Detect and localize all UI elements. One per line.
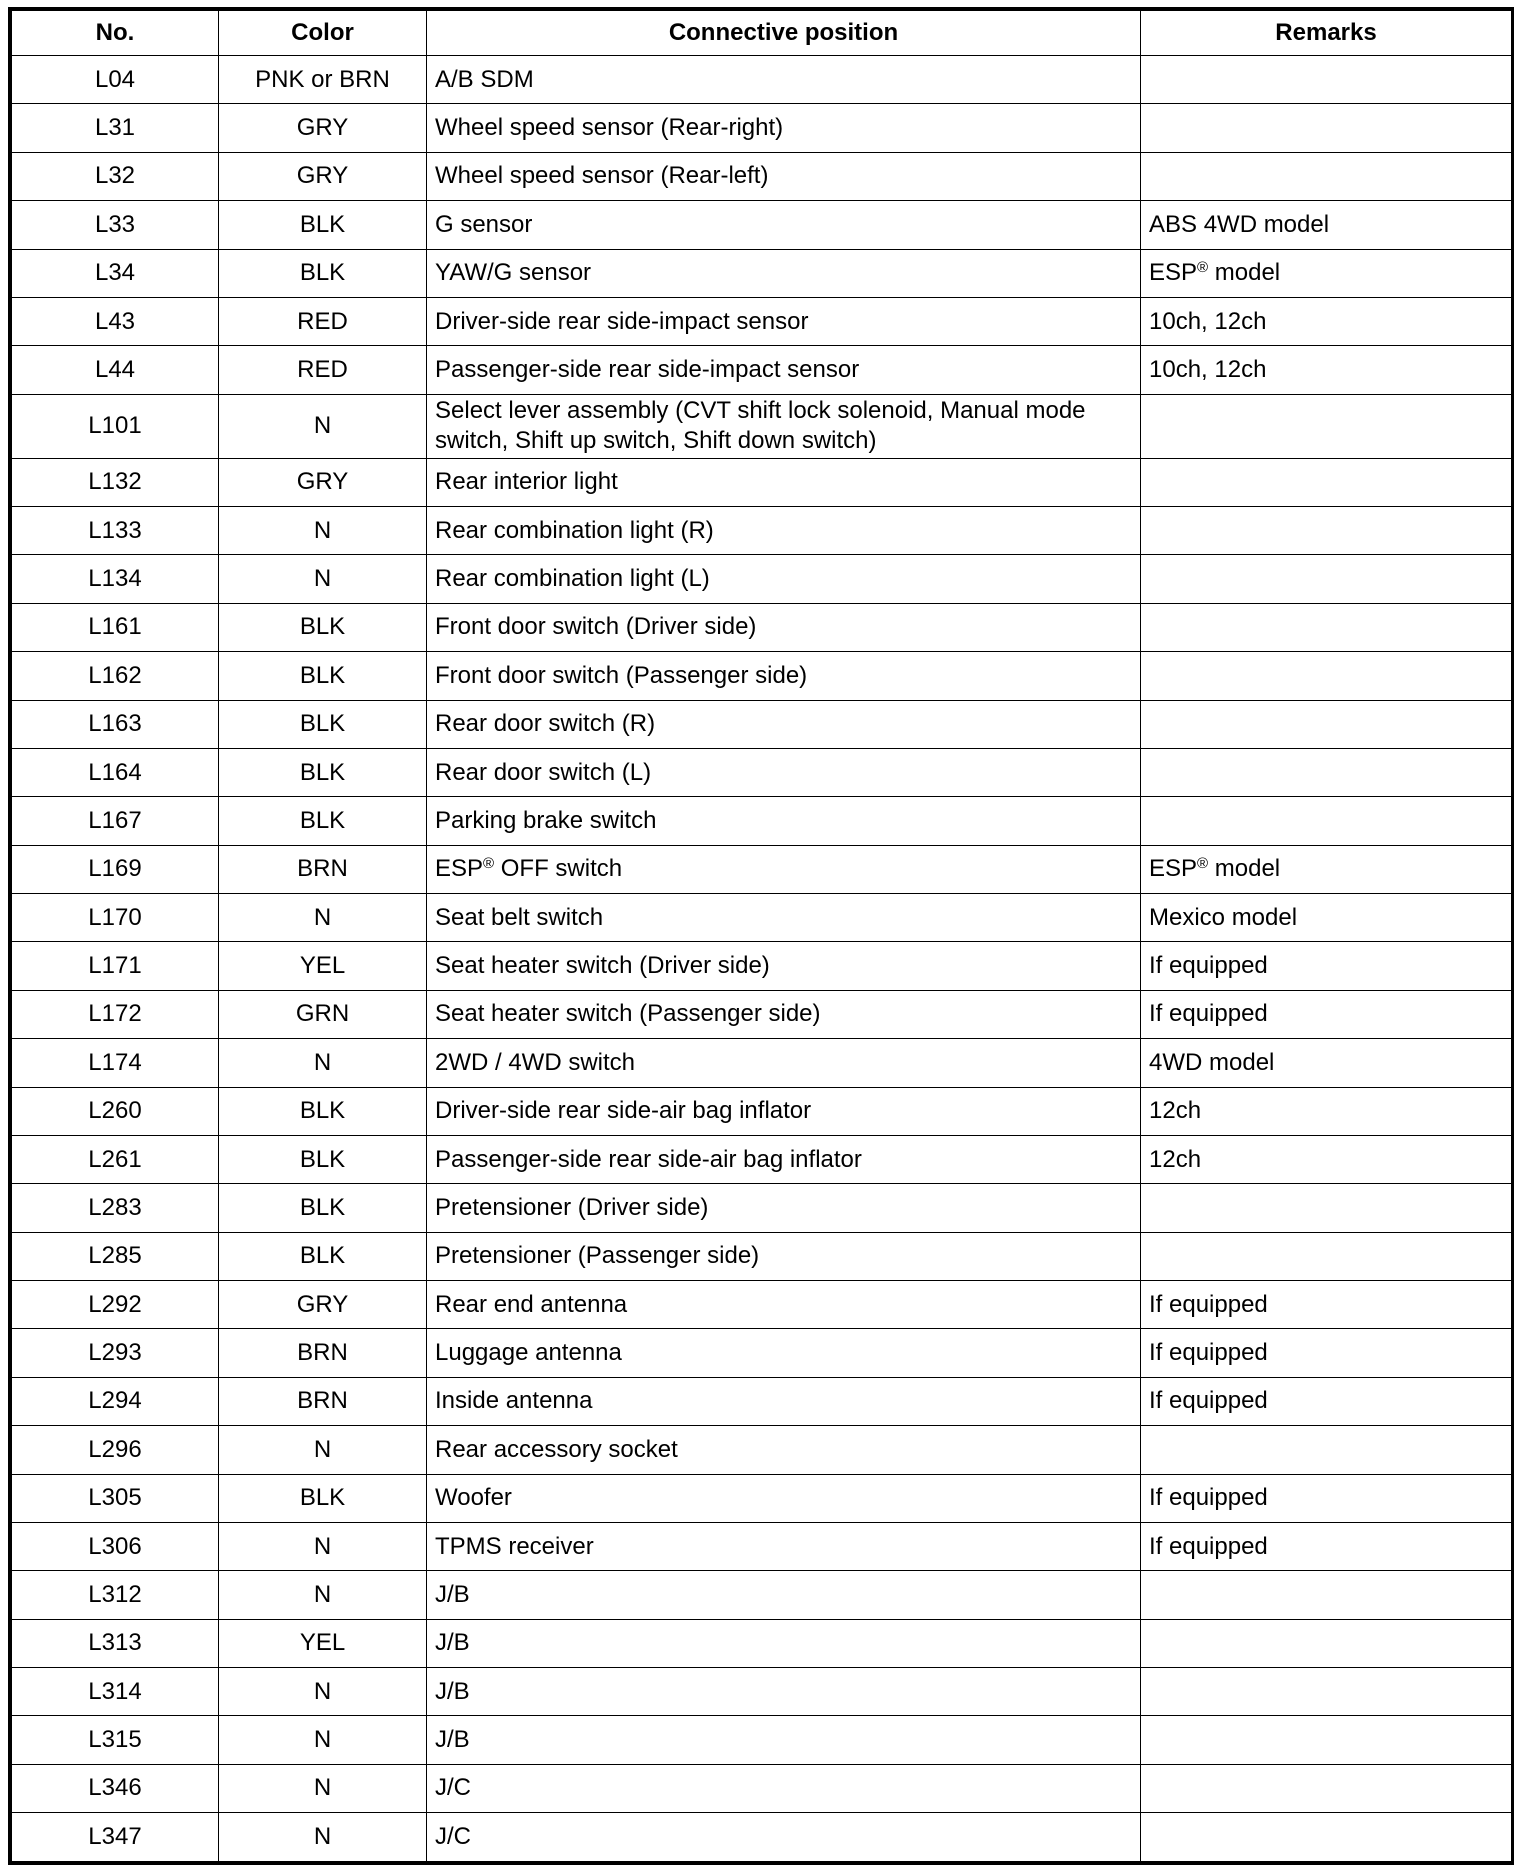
cell-no: L314: [12, 1668, 219, 1716]
cell-no: L296: [12, 1426, 219, 1474]
cell-color: GRN: [219, 990, 427, 1038]
cell-color: N: [219, 1668, 427, 1716]
cell-color: N: [219, 1522, 427, 1570]
cell-connective-position: A/B SDM: [427, 56, 1141, 104]
cell-connective-position: J/B: [427, 1668, 1141, 1716]
cell-connective-position: Seat belt switch: [427, 894, 1141, 942]
cell-no: L306: [12, 1522, 219, 1570]
cell-no: L305: [12, 1474, 219, 1522]
cell-remarks: [1141, 1619, 1512, 1667]
cell-remarks: 4WD model: [1141, 1039, 1512, 1087]
cell-remarks: [1141, 652, 1512, 700]
cell-connective-position: Passenger-side rear side-impact sensor: [427, 346, 1141, 394]
cell-no: L347: [12, 1813, 219, 1862]
cell-remarks: [1141, 1232, 1512, 1280]
table-row: [12, 297, 1512, 345]
table-row: [12, 1329, 1512, 1377]
table-row: [12, 555, 1512, 603]
cell-remarks: [1141, 152, 1512, 200]
cell-no: L134: [12, 555, 219, 603]
cell-no: L167: [12, 797, 219, 845]
cell-connective-position: Luggage antenna: [427, 1329, 1141, 1377]
cell-no: L312: [12, 1571, 219, 1619]
table-row: [12, 346, 1512, 394]
header-color: Color: [219, 11, 427, 56]
cell-connective-position: 2WD / 4WD switch: [427, 1039, 1141, 1087]
cell-color: BLK: [219, 201, 427, 249]
cell-connective-position: Passenger-side rear side-air bag inflator: [427, 1135, 1141, 1183]
cell-remarks: If equipped: [1141, 1377, 1512, 1425]
cell-connective-position: G sensor: [427, 201, 1141, 249]
cell-color: BLK: [219, 700, 427, 748]
cell-no: L285: [12, 1232, 219, 1280]
connector-table-frame: [8, 7, 1514, 1865]
cell-no: L163: [12, 700, 219, 748]
table-header-row: [12, 11, 1512, 56]
cell-color: N: [219, 894, 427, 942]
cell-connective-position: Wheel speed sensor (Rear-left): [427, 152, 1141, 200]
table-row: [12, 1716, 1512, 1764]
table-row: [12, 894, 1512, 942]
header-connective-position: Connective position: [427, 11, 1141, 56]
cell-color: N: [219, 1764, 427, 1812]
table-row: [12, 1135, 1512, 1183]
table-row: [12, 652, 1512, 700]
cell-remarks: If equipped: [1141, 1522, 1512, 1570]
cell-remarks: If equipped: [1141, 942, 1512, 990]
cell-no: L293: [12, 1329, 219, 1377]
cell-remarks: [1141, 1764, 1512, 1812]
table-row: [12, 845, 1512, 893]
cell-color: GRY: [219, 1281, 427, 1329]
table-row: [12, 1426, 1512, 1474]
cell-connective-position: Wheel speed sensor (Rear-right): [427, 104, 1141, 152]
cell-remarks: [1141, 555, 1512, 603]
cell-color: N: [219, 1426, 427, 1474]
cell-color: BLK: [219, 249, 427, 297]
cell-remarks: If equipped: [1141, 990, 1512, 1038]
cell-connective-position: J/C: [427, 1764, 1141, 1812]
cell-no: L161: [12, 603, 219, 651]
cell-remarks: [1141, 394, 1512, 458]
table-row: [12, 1087, 1512, 1135]
cell-remarks: [1141, 1668, 1512, 1716]
cell-remarks: [1141, 797, 1512, 845]
table-body: [12, 56, 1512, 1862]
table-row: [12, 507, 1512, 555]
cell-no: L315: [12, 1716, 219, 1764]
cell-connective-position: Woofer: [427, 1474, 1141, 1522]
cell-connective-position: Front door switch (Passenger side): [427, 652, 1141, 700]
cell-remarks: ESP® model: [1141, 845, 1512, 893]
cell-connective-position: J/B: [427, 1716, 1141, 1764]
cell-no: L261: [12, 1135, 219, 1183]
cell-connective-position: J/B: [427, 1571, 1141, 1619]
cell-no: L313: [12, 1619, 219, 1667]
cell-remarks: 10ch, 12ch: [1141, 297, 1512, 345]
table-row: [12, 1619, 1512, 1667]
cell-color: BRN: [219, 845, 427, 893]
cell-remarks: [1141, 507, 1512, 555]
cell-remarks: [1141, 603, 1512, 651]
cell-color: BLK: [219, 1135, 427, 1183]
cell-remarks: [1141, 458, 1512, 506]
cell-connective-position: Pretensioner (Driver side): [427, 1184, 1141, 1232]
cell-no: L346: [12, 1764, 219, 1812]
cell-no: L43: [12, 297, 219, 345]
table-row: [12, 700, 1512, 748]
table-row: [12, 1813, 1512, 1862]
cell-color: YEL: [219, 942, 427, 990]
cell-color: BLK: [219, 748, 427, 796]
cell-remarks: ABS 4WD model: [1141, 201, 1512, 249]
cell-connective-position: Inside antenna: [427, 1377, 1141, 1425]
table-row: [12, 201, 1512, 249]
cell-connective-position: Select lever assembly (CVT shift lock solenoid, Manual mode switch, Shift up switch, Shift down switch): [427, 394, 1141, 458]
cell-color: BRN: [219, 1329, 427, 1377]
cell-no: L169: [12, 845, 219, 893]
cell-color: RED: [219, 297, 427, 345]
cell-remarks: ESP® model: [1141, 249, 1512, 297]
table-row: [12, 394, 1512, 458]
cell-remarks: [1141, 1716, 1512, 1764]
cell-no: L04: [12, 56, 219, 104]
cell-no: L132: [12, 458, 219, 506]
table-row: [12, 1232, 1512, 1280]
cell-color: BLK: [219, 1184, 427, 1232]
cell-connective-position: Rear combination light (L): [427, 555, 1141, 603]
table-row: [12, 1377, 1512, 1425]
cell-connective-position: Rear interior light: [427, 458, 1141, 506]
cell-color: N: [219, 1039, 427, 1087]
cell-remarks: 12ch: [1141, 1087, 1512, 1135]
cell-connective-position: Pretensioner (Passenger side): [427, 1232, 1141, 1280]
cell-connective-position: Rear accessory socket: [427, 1426, 1141, 1474]
cell-connective-position: TPMS receiver: [427, 1522, 1141, 1570]
cell-color: N: [219, 1716, 427, 1764]
cell-connective-position: Parking brake switch: [427, 797, 1141, 845]
table-row: [12, 56, 1512, 104]
cell-connective-position: Seat heater switch (Driver side): [427, 942, 1141, 990]
cell-no: L294: [12, 1377, 219, 1425]
cell-connective-position: Seat heater switch (Passenger side): [427, 990, 1141, 1038]
cell-color: BLK: [219, 797, 427, 845]
cell-no: L283: [12, 1184, 219, 1232]
cell-no: L171: [12, 942, 219, 990]
cell-remarks: [1141, 104, 1512, 152]
cell-remarks: [1141, 56, 1512, 104]
cell-color: GRY: [219, 104, 427, 152]
cell-color: YEL: [219, 1619, 427, 1667]
table-row: [12, 748, 1512, 796]
header-no: No.: [12, 11, 219, 56]
cell-remarks: [1141, 748, 1512, 796]
cell-connective-position: J/B: [427, 1619, 1141, 1667]
cell-connective-position: Rear door switch (R): [427, 700, 1141, 748]
cell-connective-position: Rear combination light (R): [427, 507, 1141, 555]
cell-color: BLK: [219, 652, 427, 700]
cell-remarks: [1141, 1426, 1512, 1474]
cell-connective-position: YAW/G sensor: [427, 249, 1141, 297]
table-row: [12, 603, 1512, 651]
cell-connective-position: Driver-side rear side-impact sensor: [427, 297, 1141, 345]
table-row: [12, 249, 1512, 297]
table-row: [12, 990, 1512, 1038]
cell-remarks: If equipped: [1141, 1281, 1512, 1329]
cell-connective-position: Rear door switch (L): [427, 748, 1141, 796]
cell-color: N: [219, 507, 427, 555]
table-row: [12, 1522, 1512, 1570]
cell-color: N: [219, 394, 427, 458]
table-row: [12, 1039, 1512, 1087]
cell-no: L170: [12, 894, 219, 942]
connector-table: [11, 10, 1512, 1862]
table-row: [12, 942, 1512, 990]
cell-no: L101: [12, 394, 219, 458]
cell-no: L260: [12, 1087, 219, 1135]
cell-remarks: [1141, 700, 1512, 748]
cell-remarks: 12ch: [1141, 1135, 1512, 1183]
cell-no: L31: [12, 104, 219, 152]
table-row: [12, 152, 1512, 200]
cell-color: RED: [219, 346, 427, 394]
cell-remarks: [1141, 1813, 1512, 1862]
table-row: [12, 1571, 1512, 1619]
cell-color: N: [219, 555, 427, 603]
cell-no: L33: [12, 201, 219, 249]
cell-remarks: [1141, 1571, 1512, 1619]
cell-color: N: [219, 1571, 427, 1619]
header-remarks: Remarks: [1141, 11, 1512, 56]
cell-no: L44: [12, 346, 219, 394]
cell-color: N: [219, 1813, 427, 1862]
cell-color: GRY: [219, 152, 427, 200]
table-row: [12, 458, 1512, 506]
table-row: [12, 1668, 1512, 1716]
table-row: [12, 1474, 1512, 1522]
table-row: [12, 104, 1512, 152]
cell-remarks: Mexico model: [1141, 894, 1512, 942]
cell-color: GRY: [219, 458, 427, 506]
cell-remarks: If equipped: [1141, 1474, 1512, 1522]
table-row: [12, 1184, 1512, 1232]
cell-connective-position: Driver-side rear side-air bag inflator: [427, 1087, 1141, 1135]
cell-connective-position: J/C: [427, 1813, 1141, 1862]
cell-color: BLK: [219, 1087, 427, 1135]
cell-color: BRN: [219, 1377, 427, 1425]
cell-no: L32: [12, 152, 219, 200]
cell-no: L34: [12, 249, 219, 297]
cell-no: L133: [12, 507, 219, 555]
cell-color: BLK: [219, 1232, 427, 1280]
cell-no: L172: [12, 990, 219, 1038]
cell-no: L164: [12, 748, 219, 796]
cell-remarks: 10ch, 12ch: [1141, 346, 1512, 394]
cell-color: BLK: [219, 603, 427, 651]
cell-remarks: [1141, 1184, 1512, 1232]
table-row: [12, 1281, 1512, 1329]
cell-connective-position: Rear end antenna: [427, 1281, 1141, 1329]
cell-no: L162: [12, 652, 219, 700]
table-row: [12, 797, 1512, 845]
cell-connective-position: ESP® OFF switch: [427, 845, 1141, 893]
cell-color: BLK: [219, 1474, 427, 1522]
cell-remarks: If equipped: [1141, 1329, 1512, 1377]
cell-connective-position: Front door switch (Driver side): [427, 603, 1141, 651]
cell-no: L174: [12, 1039, 219, 1087]
cell-no: L292: [12, 1281, 219, 1329]
cell-color: PNK or BRN: [219, 56, 427, 104]
table-row: [12, 1764, 1512, 1812]
